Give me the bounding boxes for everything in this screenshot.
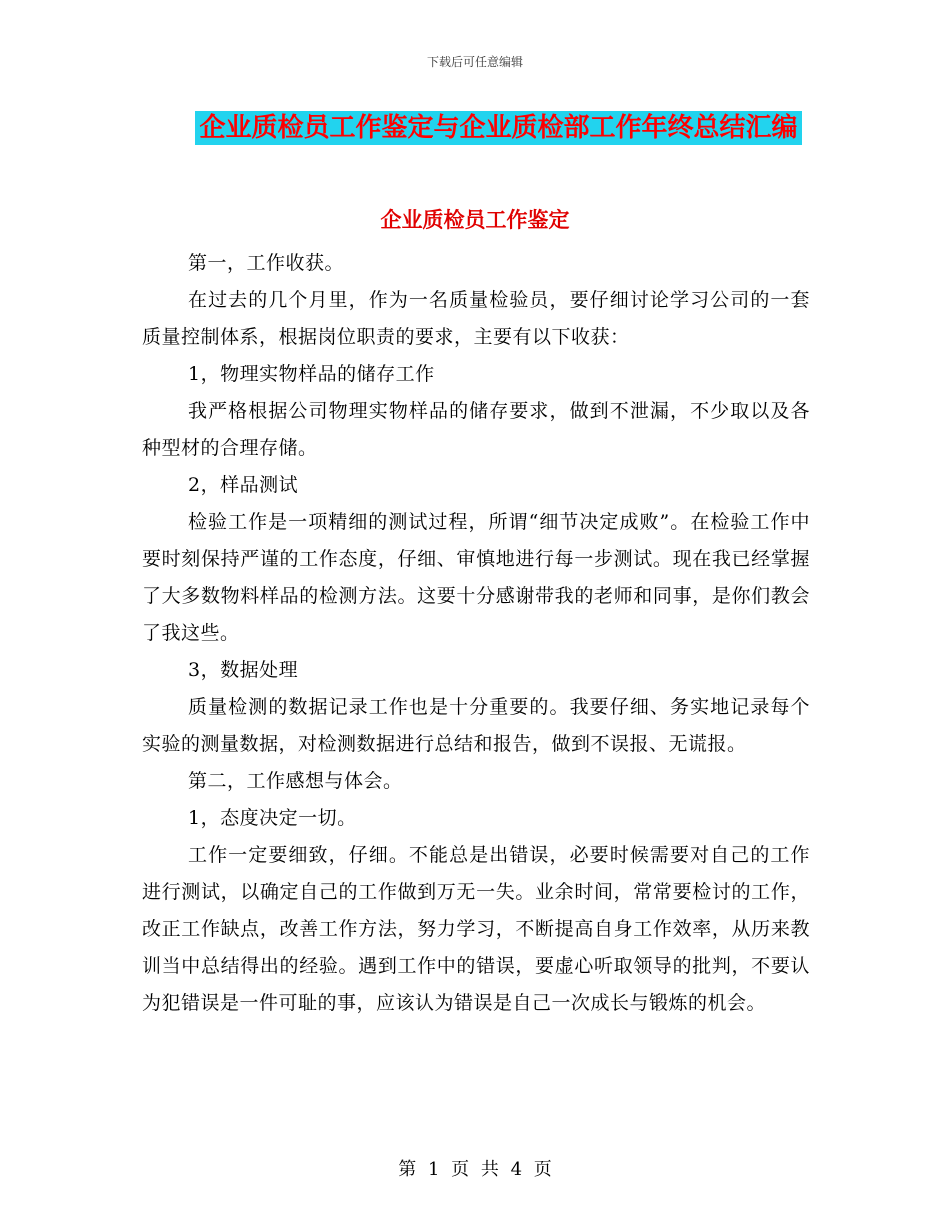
paragraph: 我严格根据公司物理实物样品的储存要求，做到不泄漏，不少取以及各种型材的合理存储。 xyxy=(142,400,810,459)
page-footer: 第 1 页 共 4 页 xyxy=(398,1159,552,1180)
paragraph: 2，样品测试 xyxy=(188,474,299,496)
paragraph: 质量检测的数据记录工作也是十分重要的。我要仔细、务实地记录每个实验的测量数据，对检测数据进行总结和报告，做到不误报、无谎报。 xyxy=(142,696,810,755)
section-title: 企业质检员工作鉴定 xyxy=(380,208,570,232)
paragraph: 1，物理实物样品的储存工作 xyxy=(188,363,435,385)
paragraph: 检验工作是一项精细的测试过程，所谓“细节决定成败”。在检验工作中要时刻保持严谨的工作态度，仔细、审慎地进行每一步测试。现在我已经掌握了大多数物料样品的检测方法。这要十分感谢带我的老师和同事，是你们教会了我这些。 xyxy=(142,511,810,644)
main-title: 企业质检员工作鉴定与企业质检部工作年终总结汇编 xyxy=(195,111,802,145)
document-body xyxy=(142,245,810,1022)
paragraph: 第二，工作感想与体会。 xyxy=(188,770,403,792)
paragraph: 工作一定要细致，仔细。不能总是出错误，必要时候需要对自己的工作进行测试，以确定自己的工作做到万无一失。业余时间，常常要检讨的工作，改正工作缺点，改善工作方法，努力学习，不断提高自身工作效率，从历来教训当中总结得出的经验。遇到工作中的错误，要虚心听取领导的批判，不要认为犯错误是一件可耻的事，应该认为错误是自己一次成长与锻炼的机会。 xyxy=(142,844,810,1014)
paragraph: 3，数据处理 xyxy=(188,659,299,681)
paragraph: 1，态度决定一切。 xyxy=(188,807,357,829)
header-note: 下载后可任意编辑 xyxy=(426,55,523,69)
paragraph: 在过去的几个月里，作为一名质量检验员，要仔细讨论学习公司的一套质量控制体系，根据岗位职责的要求，主要有以下收获： xyxy=(142,289,810,348)
paragraph: 第一，工作收获。 xyxy=(188,252,345,274)
